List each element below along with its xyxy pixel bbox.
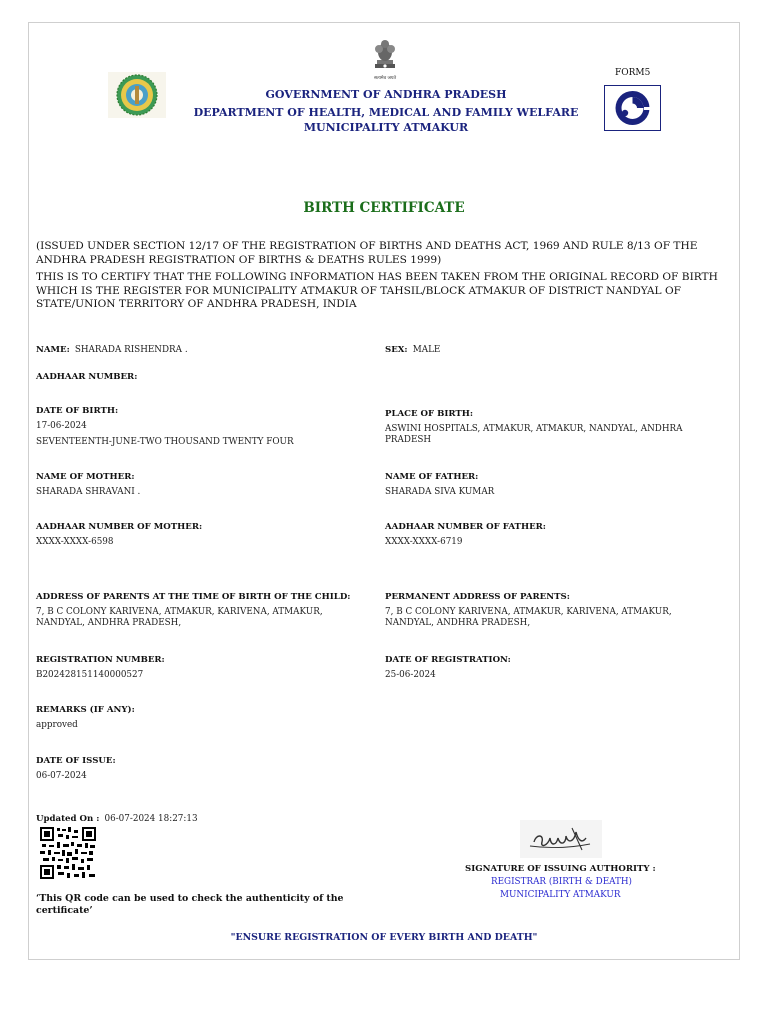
emblem-caption: सत्यमेव जयते — [373, 76, 397, 81]
updated-on-value: 06-07-2024 18:27:13 — [104, 814, 198, 824]
state-seal-icon — [108, 72, 166, 118]
registration-date-value: 25-06-2024 — [385, 670, 436, 680]
pob-label: PLACE OF BIRTH: — [385, 409, 474, 419]
remarks-value: approved — [36, 720, 78, 730]
sex-value: MALE — [412, 345, 441, 355]
mother-name-value: SHARADA SHRAVANI . — [36, 487, 141, 497]
registration-date-label: DATE OF REGISTRATION: — [385, 655, 511, 665]
andhra-pradesh-logo — [108, 72, 166, 122]
dob-label: DATE OF BIRTH: — [36, 406, 119, 416]
form-label: FORM5 — [615, 68, 651, 78]
document-title: BIRTH CERTIFICATE — [303, 200, 465, 216]
father-aadhaar-value: XXXX-XXXX-6719 — [385, 537, 463, 547]
signature-image-icon — [520, 820, 602, 858]
mother-name-label: NAME OF MOTHER: — [36, 472, 135, 482]
dob-value: 17-06-2024 — [36, 421, 87, 431]
registrar-municipality: MUNICIPALITY ATMAKUR — [500, 890, 621, 900]
crs-logo — [604, 85, 661, 135]
father-name-value: SHARADA SIVA KUMAR — [385, 487, 495, 497]
registrar-title: REGISTRAR (BIRTH & DEATH) — [491, 877, 632, 887]
permanent-address-value: 7, B C COLONY KARIVENA, ATMAKUR, KARIVENA, ATMAKUR, NANDYAL, ANDHRA PRADESH, — [385, 607, 672, 628]
address-at-birth-label: ADDRESS OF PARENTS AT THE TIME OF BIRTH OF THE CHILD: — [36, 592, 351, 602]
registration-logo-icon — [604, 85, 661, 131]
signature — [520, 820, 602, 862]
qr-code-icon — [40, 827, 96, 879]
mother-aadhaar-value: XXXX-XXXX-6598 — [36, 537, 114, 547]
signature-label: SIGNATURE OF ISSUING AUTHORITY : — [465, 864, 656, 874]
remarks-label: REMARKS (IF ANY): — [36, 705, 135, 715]
name-field — [36, 337, 188, 356]
updated-on-label: Updated On : — [36, 814, 100, 824]
national-emblem — [368, 38, 402, 80]
dob-words: SEVENTEENTH-JUNE-TWO THOUSAND TWENTY FOUR — [36, 437, 294, 447]
issue-date-value: 06-07-2024 — [36, 771, 87, 781]
father-aadhaar-label: AADHAAR NUMBER OF FATHER: — [385, 522, 546, 532]
issue-date-label: DATE OF ISSUE: — [36, 756, 116, 766]
header-municipality: MUNICIPALITY ATMAKUR — [303, 121, 469, 134]
mother-aadhaar-label: AADHAAR NUMBER OF MOTHER: — [36, 522, 203, 532]
aadhaar-label: AADHAAR NUMBER: — [36, 372, 138, 382]
registration-number-value: B202428151140000527 — [36, 670, 144, 680]
pob-value: ASWINI HOSPITALS, ATMAKUR, ATMAKUR, NANDYAL, ANDHRA PRADESH — [385, 424, 683, 445]
father-name-label: NAME OF FATHER: — [385, 472, 479, 482]
sex-field — [385, 337, 440, 356]
updated-on — [36, 806, 198, 825]
registration-number-label: REGISTRATION NUMBER: — [36, 655, 165, 665]
qr-note: ‘This QR code can be used to check the authenticity of the certificate’ — [36, 893, 344, 916]
header-government: GOVERNMENT OF ANDHRA PRADESH — [265, 88, 507, 101]
name-label: NAME: — [36, 345, 70, 355]
slogan: "ENSURE REGISTRATION OF EVERY BIRTH AND DEATH" — [230, 932, 538, 943]
header-department: DEPARTMENT OF HEALTH, MEDICAL AND FAMILY WELFARE — [193, 106, 579, 119]
certify-text: THIS IS TO CERTIFY THAT THE FOLLOWING INFORMATION HAS BEEN TAKEN FROM THE ORIGINAL RECORD OF BIRTH WHICH IS THE REGISTER FOR MUNICIPALITY ATMAKUR OF TAHSIL/BLOCK ATMAKUR OF DISTRICT NANDYAL OF STATE/UNION TERRITORY OF ANDHRA PRADESH, INDIA — [36, 271, 718, 310]
sex-label: SEX: — [385, 345, 408, 355]
qr-code[interactable] — [40, 827, 96, 883]
name-value: SHARADA RISHENDRA . — [74, 345, 188, 355]
address-at-birth-value: 7, B C COLONY KARIVENA, ATMAKUR, KARIVENA, ATMAKUR, NANDYAL, ANDHRA PRADESH, — [36, 607, 323, 628]
lion-emblem-icon — [368, 38, 402, 72]
issued-under-text: (ISSUED UNDER SECTION 12/17 OF THE REGISTRATION OF BIRTHS AND DEATHS ACT, 1969 AND RULE 8/13 OF THE ANDHRA PRADESH REGISTRATION OF BIRTHS & DEATHS RULES 1999) — [36, 240, 698, 266]
permanent-address-label: PERMANENT ADDRESS OF PARENTS: — [385, 592, 570, 602]
